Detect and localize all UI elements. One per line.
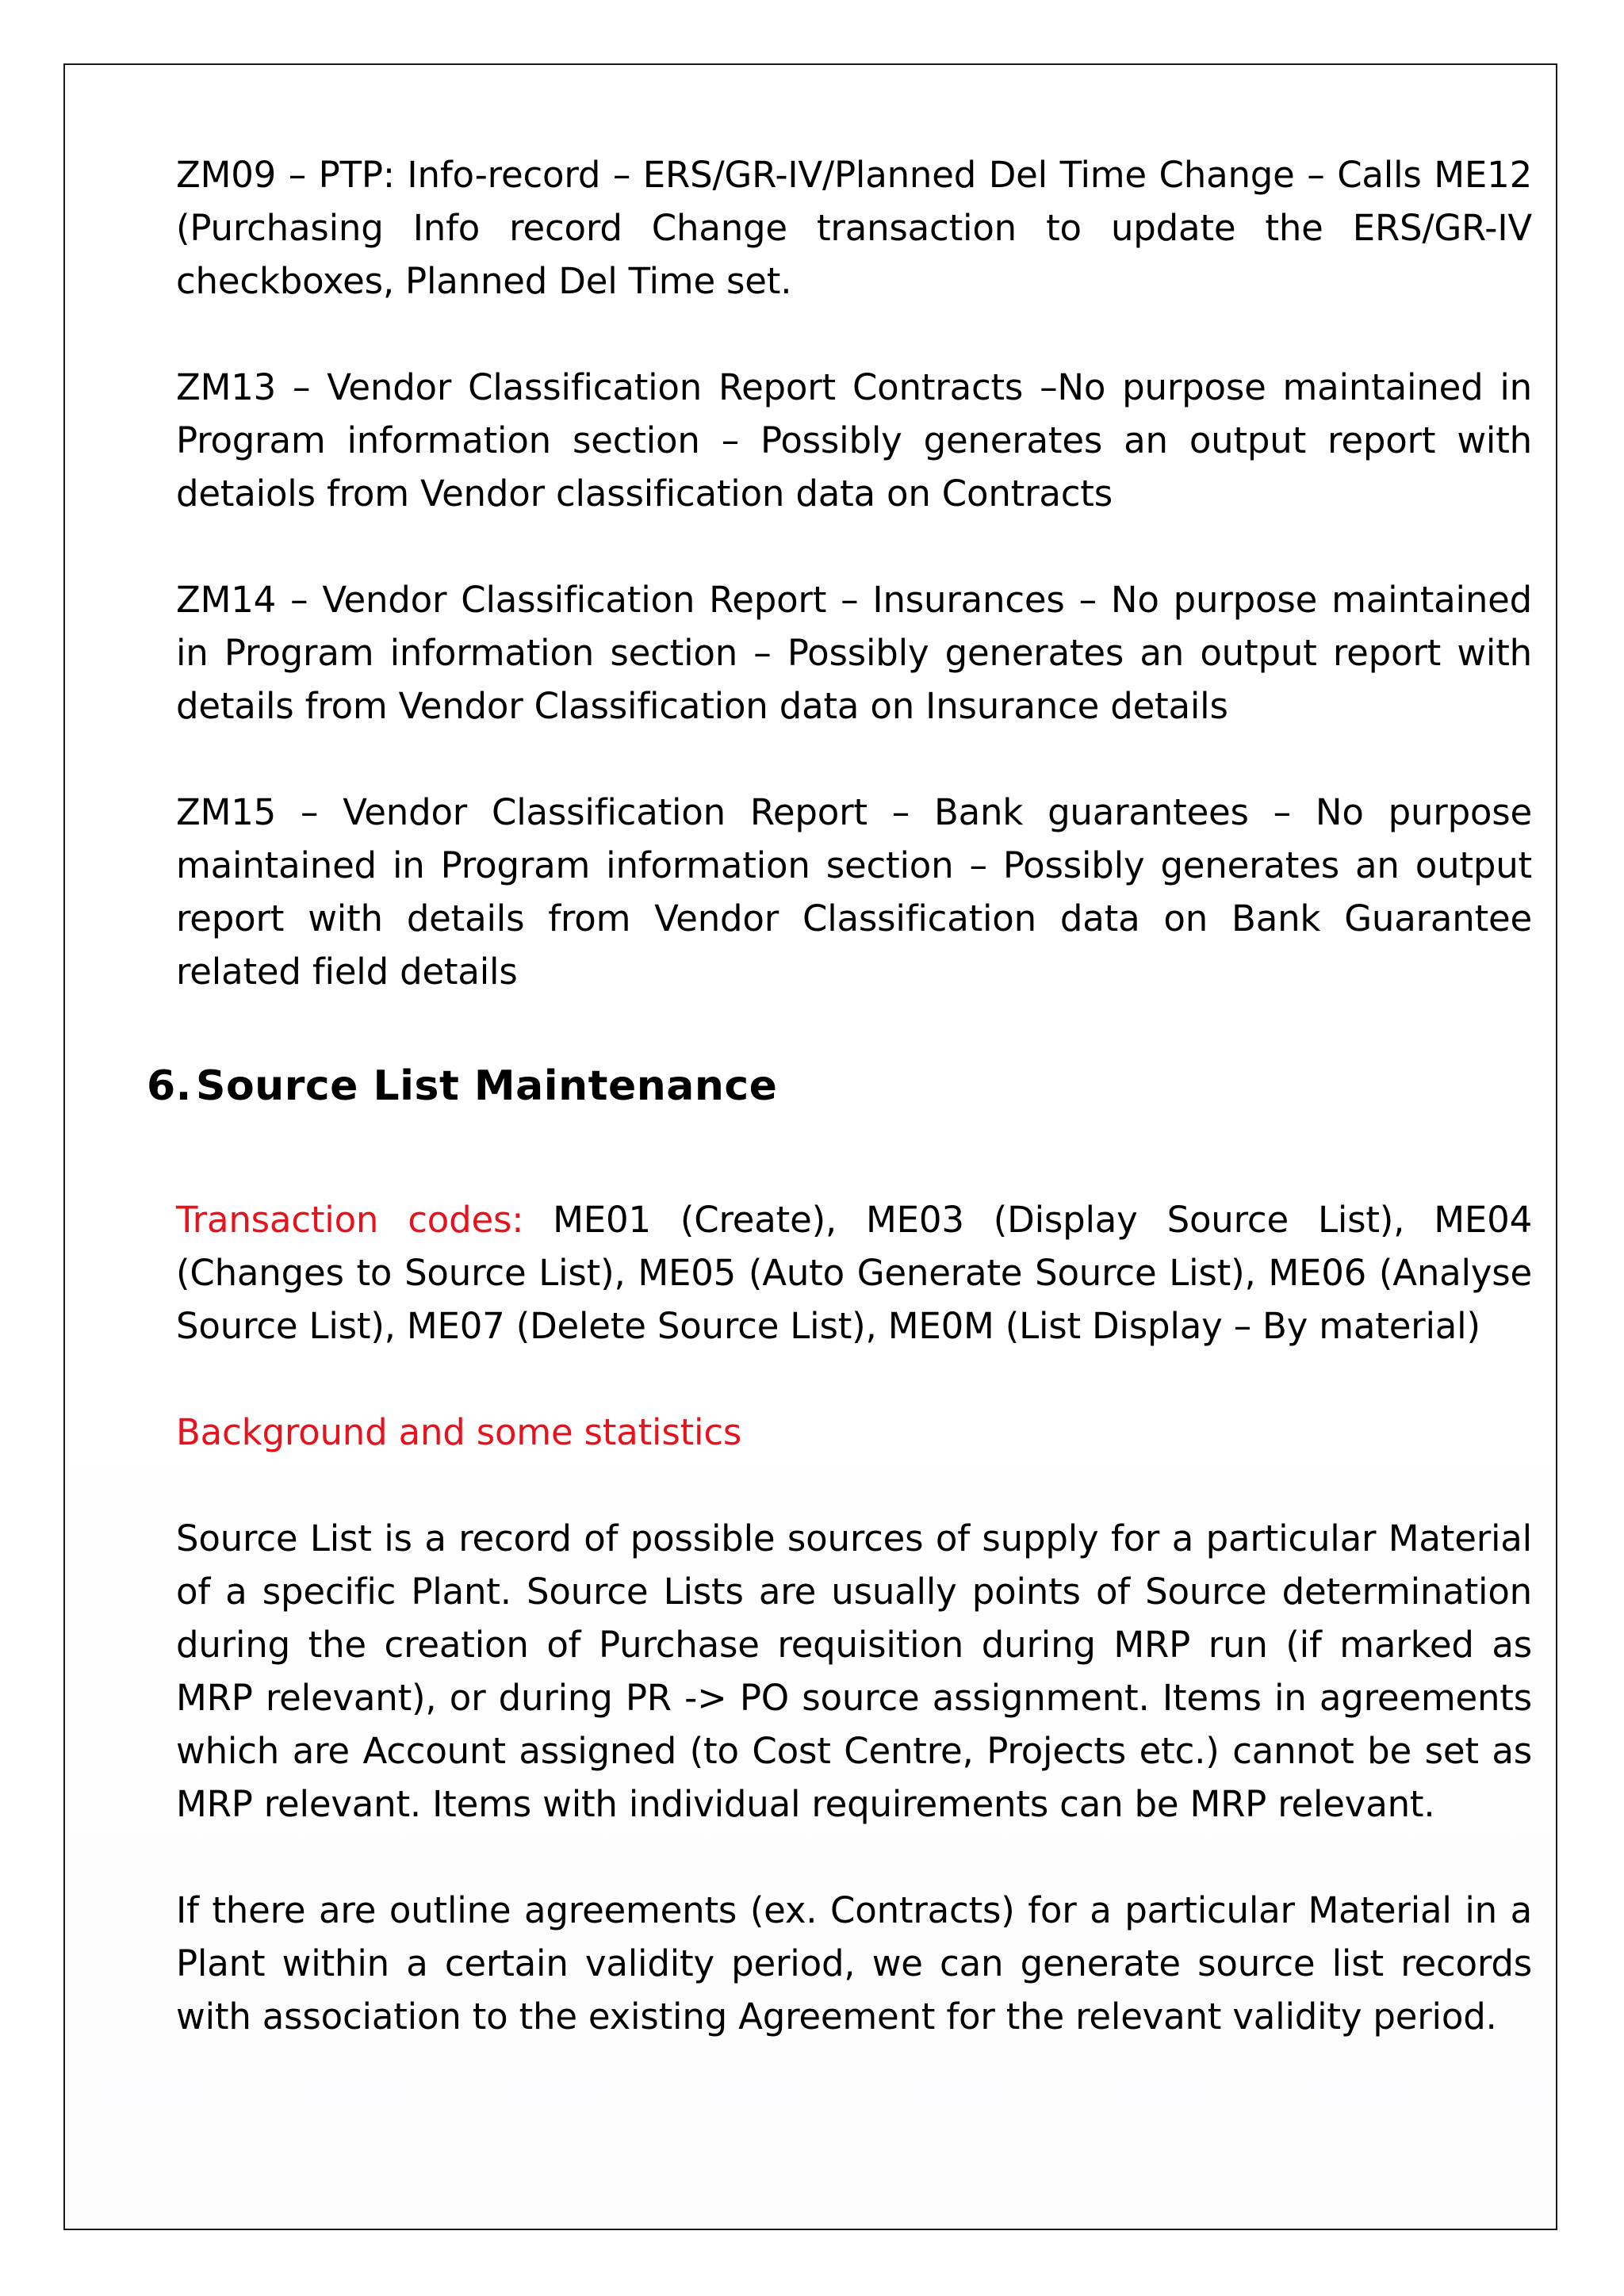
background-subheading: Background and some statistics [176, 1411, 742, 1453]
section-title: Source List Maintenance [196, 1062, 778, 1110]
zm13-paragraph: ZM13 – Vendor Classification Report Contracts –No purpose maintained in Program information section – Possibly generates an output report with detaiols from Vendor classification data on Contracts [176, 366, 1532, 515]
source-list-content [176, 1193, 1532, 2043]
transaction-codes-paragraph [176, 1193, 1532, 1353]
zm15-paragraph: ZM15 – Vendor Classification Report – Bank guarantees – No purpose maintained in Program information section – Possibly generates an output report with details from Vendor Classification data on Bank Guarantee related field details [176, 791, 1532, 993]
transaction-codes-text: ME01 (Create), ME03 (Display Source List), ME04 (Changes to Source List), ME05 (Auto Generate Source List), ME06 (Analyse Source List), ME07 (Delete Source List), ME0M (List Display – By material) [176, 1199, 1532, 1347]
zm14-paragraph: ZM14 – Vendor Classification Report – Insurances – No purpose maintained in Program information section – Possibly generates an output report with details from Vendor Classification data on Insurance details [176, 579, 1532, 727]
zm09-paragraph: ZM09 – PTP: Info-record – ERS/GR-IV/Planned Del Time Change – Calls ME12 (Purchasing Info record Change transaction to update the ERS/GR-IV checkboxes, Planned Del Time set. [176, 154, 1532, 302]
section-heading [147, 1058, 777, 1114]
outline-agreements-paragraph: If there are outline agreements (ex. Contracts) for a particular Material in a Plant within a certain validity period, we can generate source list records with association to the existing Agreement for the relevant validity period. [176, 1889, 1532, 2038]
section-number: 6. [147, 1062, 192, 1110]
source-list-definition-paragraph: Source List is a record of possible sources of supply for a particular Material of a specific Plant. Source Lists are usually points of Source determination during the creation of Purchase requisition during MRP run (if marked as MRP relevant), or during PR -> PO source assignment. Items in agreements which are Account assigned (to Cost Centre, Projects etc.) cannot be set as MRP relevant. Items with individual requirements can be MRP relevant. [176, 1517, 1532, 1825]
transaction-codes-label: Transaction codes: [176, 1199, 524, 1241]
zm-program-descriptions [176, 148, 1532, 998]
